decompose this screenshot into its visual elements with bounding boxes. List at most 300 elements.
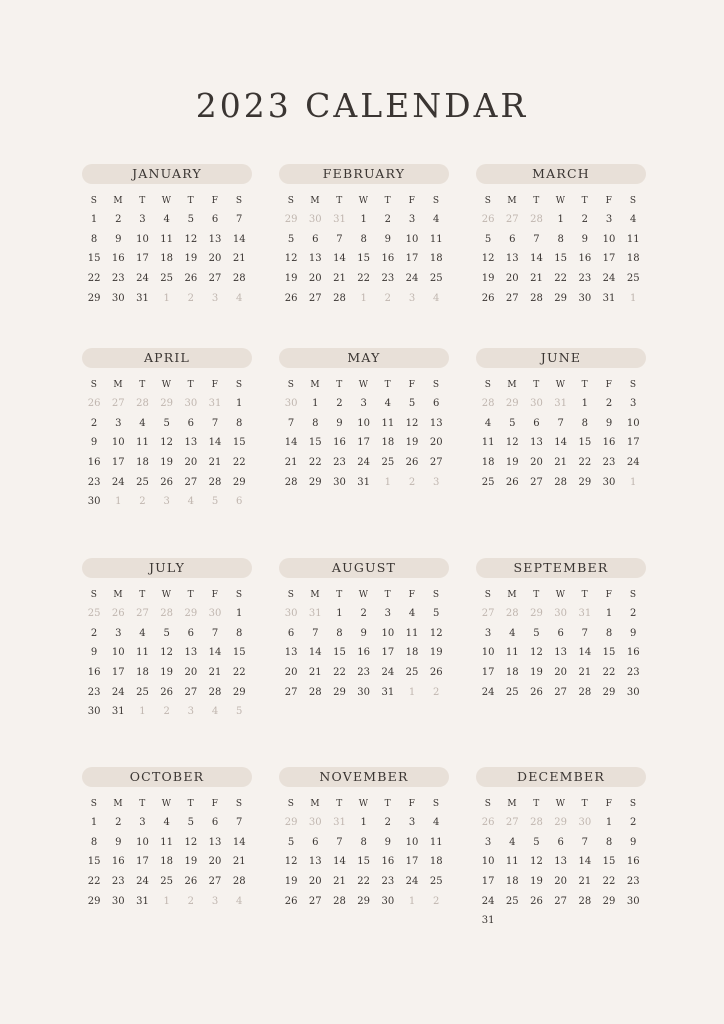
calendar-day: 8: [336, 627, 343, 639]
adjacent-month-day: 3: [408, 292, 416, 304]
calendar-day: 17: [405, 856, 419, 868]
week-row: [476, 852, 646, 872]
calendar-day: 30: [626, 686, 640, 698]
adjacent-month-day: 1: [163, 292, 170, 304]
calendar-day: 22: [232, 667, 246, 679]
calendar-day: 6: [433, 398, 440, 410]
weekday-label: M: [310, 799, 321, 809]
calendar-day: 19: [284, 273, 298, 285]
calendar-day: 12: [184, 233, 198, 245]
calendar-day: 8: [236, 627, 243, 639]
weekday-label: M: [113, 590, 124, 600]
calendar-day: 20: [554, 667, 568, 679]
week-row: [279, 433, 449, 453]
week-row: [279, 453, 449, 473]
calendar-day: 17: [381, 647, 395, 659]
calendar-day: 1: [336, 608, 343, 620]
calendar-day: 31: [357, 476, 371, 488]
week-row: [82, 702, 252, 722]
calendar-day: 5: [433, 608, 440, 620]
calendar-day: 30: [626, 895, 640, 907]
adjacent-month-day: 1: [384, 476, 392, 488]
week-row: [279, 394, 449, 414]
adjacent-month-day: 27: [136, 608, 149, 620]
calendar-day: 23: [111, 273, 125, 285]
calendar-day: 12: [429, 627, 443, 639]
calendar-day: 2: [605, 398, 613, 410]
adjacent-month-day: 30: [184, 398, 198, 410]
calendar-day: 4: [163, 214, 170, 226]
adjacent-month-day: 30: [308, 817, 322, 829]
month-header: NOVEMBER: [279, 767, 449, 787]
calendar-day: 27: [284, 686, 298, 698]
calendar-day: 20: [554, 876, 568, 888]
calendar-day: 12: [405, 417, 419, 429]
week-row: [279, 288, 449, 308]
week-row: [279, 813, 449, 833]
calendar-day: 24: [381, 667, 395, 679]
weekday-label: T: [581, 380, 589, 390]
calendar-day: 1: [557, 214, 564, 226]
calendar-day: 28: [284, 476, 298, 488]
calendar-day: 16: [381, 856, 395, 868]
calendar-day: 15: [308, 437, 322, 449]
calendar-day: 31: [381, 686, 395, 698]
weekday-row: [476, 795, 646, 813]
week-row: [279, 414, 449, 434]
week-row: [82, 230, 252, 250]
calendar-day: 1: [236, 398, 243, 410]
calendar-day: 10: [481, 856, 495, 868]
week-row: [279, 852, 449, 872]
adjacent-month-day: 28: [530, 214, 543, 226]
weekday-label: T: [139, 196, 146, 206]
weekday-row: [82, 795, 252, 813]
calendar-day: 9: [384, 233, 392, 245]
calendar-day: 27: [308, 895, 322, 907]
calendar-day: 26: [481, 292, 495, 304]
adjacent-month-day: 3: [163, 496, 170, 508]
calendar-day: 11: [405, 627, 419, 639]
calendar-day: 9: [384, 836, 392, 848]
month-february: [279, 164, 449, 308]
calendar-day: 30: [381, 895, 395, 907]
calendar-day: 23: [578, 273, 592, 285]
calendar-day: 14: [208, 647, 222, 659]
calendar-day: 31: [136, 895, 149, 907]
calendar-day: 24: [405, 876, 419, 888]
weekday-row: [279, 795, 449, 813]
adjacent-month-day: 3: [211, 895, 219, 907]
calendar-day: 18: [481, 457, 495, 469]
calendar-day: 22: [232, 457, 246, 469]
adjacent-month-day: 2: [384, 292, 392, 304]
calendar-day: 25: [405, 667, 419, 679]
adjacent-month-day: 31: [333, 817, 346, 829]
calendar-day: 19: [160, 667, 174, 679]
weekday-label: S: [287, 799, 295, 809]
calendar-day: 21: [208, 667, 222, 679]
calendar-day: 6: [312, 233, 319, 245]
calendar-day: 10: [111, 437, 125, 449]
calendar-day: 23: [333, 457, 346, 469]
calendar-day: 4: [509, 627, 516, 639]
week-row: [279, 891, 449, 911]
calendar-day: 30: [357, 686, 371, 698]
calendar-day: 13: [308, 856, 322, 868]
adjacent-month-day: 30: [284, 398, 298, 410]
weekday-row: [82, 192, 252, 210]
calendar-day: 3: [484, 836, 492, 848]
adjacent-month-day: 29: [160, 398, 174, 410]
calendar-day: 12: [160, 437, 174, 449]
calendar-day: 28: [208, 686, 222, 698]
calendar-day: 14: [578, 856, 592, 868]
calendar-day: 16: [626, 856, 640, 868]
calendar-day: 22: [333, 667, 346, 679]
calendar-day: 28: [232, 876, 246, 888]
calendar-day: 25: [429, 876, 443, 888]
calendar-day: 8: [557, 233, 564, 245]
adjacent-month-day: 26: [481, 817, 495, 829]
calendar-day: 13: [554, 647, 568, 659]
calendar-day: 26: [405, 457, 419, 469]
weekday-label: S: [235, 590, 243, 600]
month-april: [82, 348, 252, 512]
calendar-day: 2: [336, 398, 343, 410]
calendar-day: 7: [336, 836, 343, 848]
month-october: [82, 767, 252, 911]
calendar-day: 22: [602, 876, 616, 888]
calendar-day: 2: [115, 214, 122, 226]
calendar-day: 28: [333, 292, 346, 304]
calendar-day: 26: [160, 686, 174, 698]
weekday-label: W: [555, 590, 566, 600]
calendar-day: 8: [312, 417, 319, 429]
calendar-day: 4: [484, 417, 492, 429]
calendar-day: 18: [429, 856, 443, 868]
calendar-day: 24: [626, 457, 640, 469]
weekday-row: [476, 586, 646, 604]
calendar-day: 15: [554, 253, 568, 265]
calendar-day: 4: [509, 836, 516, 848]
calendar-day: 19: [405, 437, 419, 449]
calendar-day: 10: [626, 417, 640, 429]
calendar-day: 20: [208, 856, 222, 868]
calendar-day: 3: [605, 214, 613, 226]
adjacent-month-day: 30: [284, 608, 298, 620]
calendar-day: 21: [578, 667, 592, 679]
calendar-day: 25: [429, 273, 443, 285]
week-row: [476, 433, 646, 453]
calendar-day: 5: [408, 398, 416, 410]
week-row: [476, 288, 646, 308]
weekday-label: M: [310, 196, 321, 206]
calendar-day: 13: [505, 253, 519, 265]
calendar-day: 7: [533, 233, 540, 245]
adjacent-month-day: 4: [433, 292, 440, 304]
calendar-day: 20: [308, 273, 322, 285]
calendar-day: 15: [357, 856, 371, 868]
calendar-day: 20: [184, 667, 198, 679]
calendar-day: 23: [357, 667, 371, 679]
calendar-day: 11: [160, 836, 174, 848]
adjacent-month-day: 1: [630, 292, 637, 304]
calendar-day: 5: [187, 214, 195, 226]
adjacent-month-day: 28: [505, 608, 519, 620]
week-row: [476, 872, 646, 892]
calendar-day: 5: [287, 836, 295, 848]
calendar-day: 24: [111, 476, 125, 488]
weekday-label: T: [187, 590, 195, 600]
calendar-day: 8: [605, 627, 613, 639]
calendar-day: 4: [433, 214, 440, 226]
week-row: [82, 872, 252, 892]
calendar-day: 6: [187, 627, 195, 639]
calendar-day: 17: [357, 437, 371, 449]
calendar-day: 7: [581, 627, 589, 639]
adjacent-month-day: 1: [408, 895, 416, 907]
calendar-day: 18: [505, 667, 519, 679]
adjacent-month-day: 4: [187, 496, 195, 508]
weekday-row: [82, 586, 252, 604]
calendar-day: 3: [139, 214, 146, 226]
weekday-label: S: [432, 799, 440, 809]
calendar-day: 11: [429, 233, 443, 245]
adjacent-month-day: 28: [160, 608, 174, 620]
calendar-day: 12: [481, 253, 495, 265]
calendar-day: 18: [160, 856, 174, 868]
calendar-day: 4: [139, 627, 146, 639]
calendar-day: 7: [287, 417, 295, 429]
calendar-day: 1: [581, 398, 589, 410]
calendar-day: 8: [90, 233, 98, 245]
calendar-day: 15: [87, 253, 101, 265]
calendar-day: 10: [405, 233, 419, 245]
calendar-day: 22: [87, 273, 101, 285]
calendar-day: 26: [284, 895, 298, 907]
month-june: [476, 348, 646, 492]
calendar-day: 6: [509, 233, 516, 245]
calendar-day: 14: [333, 253, 346, 265]
calendar-day: 4: [433, 817, 440, 829]
calendar-day: 25: [481, 476, 495, 488]
calendar-day: 6: [533, 417, 540, 429]
calendar-day: 30: [578, 292, 592, 304]
calendar-day: 16: [602, 437, 616, 449]
calendar-day: 2: [581, 214, 589, 226]
calendar-day: 30: [111, 292, 125, 304]
adjacent-month-day: 1: [630, 476, 637, 488]
calendar-day: 7: [236, 214, 243, 226]
adjacent-month-day: 4: [236, 292, 243, 304]
calendar-day: 1: [605, 817, 613, 829]
calendar-day: 26: [184, 273, 198, 285]
week-row: [82, 682, 252, 702]
weekday-label: S: [90, 799, 98, 809]
weekday-label: T: [384, 799, 392, 809]
calendar-day: 19: [481, 273, 495, 285]
week-row: [82, 604, 252, 624]
calendar-day: 4: [384, 398, 392, 410]
weekday-label: W: [358, 799, 369, 809]
week-row: [476, 813, 646, 833]
calendar-day: 2: [630, 608, 637, 620]
week-row: [476, 682, 646, 702]
calendar-day: 25: [136, 686, 149, 698]
week-row: [476, 911, 646, 931]
calendar-day: 29: [87, 292, 101, 304]
calendar-day: 21: [284, 457, 298, 469]
adjacent-month-day: 3: [211, 292, 219, 304]
calendar-day: 17: [136, 856, 149, 868]
weekday-label: S: [235, 380, 243, 390]
calendar-day: 23: [381, 876, 395, 888]
calendar-day: 4: [408, 608, 416, 620]
calendar-day: 28: [333, 895, 346, 907]
week-row: [279, 230, 449, 250]
calendar-day: 17: [602, 253, 616, 265]
calendar-day: 9: [605, 417, 613, 429]
week-row: [82, 663, 252, 683]
calendar-day: 11: [481, 437, 495, 449]
calendar-day: 5: [287, 233, 295, 245]
calendar-day: 5: [163, 627, 170, 639]
adjacent-month-day: 31: [208, 398, 222, 410]
calendar-day: 14: [232, 233, 246, 245]
week-row: [279, 624, 449, 644]
calendar-day: 4: [139, 417, 146, 429]
calendar-day: 13: [184, 647, 198, 659]
calendar-day: 3: [408, 214, 416, 226]
adjacent-month-day: 4: [211, 706, 219, 718]
adjacent-month-day: 1: [360, 292, 367, 304]
calendar-day: 27: [184, 686, 198, 698]
week-row: [476, 269, 646, 289]
weekday-label: T: [187, 196, 195, 206]
calendar-day: 5: [484, 233, 492, 245]
calendar-day: 11: [505, 647, 519, 659]
weekday-row: [476, 192, 646, 210]
week-row: [476, 472, 646, 492]
weekday-label: F: [211, 380, 219, 390]
calendar-day: 13: [554, 856, 568, 868]
calendar-day: 13: [308, 253, 322, 265]
weekday-label: F: [605, 380, 613, 390]
calendar-day: 22: [308, 457, 322, 469]
calendar-day: 13: [208, 836, 222, 848]
week-row: [476, 663, 646, 683]
adjacent-month-day: 29: [505, 398, 519, 410]
calendar-day: 10: [111, 647, 125, 659]
week-row: [279, 872, 449, 892]
calendar-day: 5: [533, 836, 540, 848]
calendar-day: 10: [136, 836, 149, 848]
calendar-day: 23: [87, 686, 101, 698]
month-header: AUGUST: [279, 558, 449, 578]
calendar-day: 21: [208, 457, 222, 469]
week-row: [476, 643, 646, 663]
calendar-day: 27: [208, 273, 222, 285]
calendar-day: 20: [284, 667, 298, 679]
adjacent-month-day: 29: [554, 817, 568, 829]
calendar-day: 10: [357, 417, 371, 429]
calendar-day: 1: [312, 398, 319, 410]
calendar-day: 27: [184, 476, 198, 488]
weekday-label: T: [336, 196, 343, 206]
week-row: [279, 472, 449, 492]
calendar-day: 23: [602, 457, 616, 469]
calendar-day: 15: [333, 647, 346, 659]
calendar-day: 22: [602, 667, 616, 679]
calendar-day: 9: [630, 627, 637, 639]
calendar-day: 16: [87, 457, 101, 469]
weekday-label: S: [629, 380, 637, 390]
calendar-day: 24: [136, 876, 149, 888]
weekday-label: T: [187, 380, 195, 390]
weekday-label: F: [211, 590, 219, 600]
calendar-day: 7: [312, 627, 319, 639]
calendar-day: 23: [87, 476, 101, 488]
weekday-label: W: [555, 380, 566, 390]
weekday-label: T: [139, 590, 146, 600]
calendar-day: 18: [505, 876, 519, 888]
calendar-day: 1: [360, 817, 367, 829]
calendar-day: 17: [136, 253, 149, 265]
week-row: [82, 833, 252, 853]
calendar-day: 13: [284, 647, 298, 659]
calendar-day: 19: [530, 876, 543, 888]
calendar-day: 10: [405, 836, 419, 848]
weekday-label: S: [235, 196, 243, 206]
weekday-label: W: [358, 196, 369, 206]
weekday-label: W: [161, 799, 172, 809]
week-row: [279, 269, 449, 289]
calendar-day: 6: [557, 627, 564, 639]
calendar-day: 22: [87, 876, 101, 888]
calendar-day: 31: [602, 292, 616, 304]
calendar-day: 9: [90, 437, 98, 449]
calendar-day: 15: [87, 856, 101, 868]
calendar-day: 9: [336, 417, 343, 429]
month-december: [476, 767, 646, 931]
calendar-day: 15: [578, 437, 592, 449]
calendar-day: 9: [115, 233, 122, 245]
calendar-day: 15: [232, 647, 246, 659]
week-row: [82, 414, 252, 434]
calendar-day: 30: [87, 706, 101, 718]
adjacent-month-day: 28: [136, 398, 149, 410]
adjacent-month-day: 1: [163, 895, 170, 907]
calendar-day: 29: [602, 686, 616, 698]
calendar-day: 19: [429, 647, 443, 659]
calendar-day: 16: [381, 253, 395, 265]
calendar-day: 13: [429, 417, 443, 429]
adjacent-month-day: 27: [111, 398, 125, 410]
adjacent-month-day: 27: [481, 608, 495, 620]
weekday-label: T: [336, 799, 343, 809]
calendar-day: 2: [384, 214, 392, 226]
week-row: [82, 433, 252, 453]
adjacent-month-day: 5: [211, 496, 219, 508]
calendar-day: 29: [333, 686, 346, 698]
calendar-day: 25: [505, 686, 519, 698]
week-row: [476, 210, 646, 230]
calendar-day: 22: [554, 273, 568, 285]
weekday-label: W: [161, 590, 172, 600]
adjacent-month-day: 27: [505, 817, 519, 829]
adjacent-month-day: 2: [433, 895, 440, 907]
